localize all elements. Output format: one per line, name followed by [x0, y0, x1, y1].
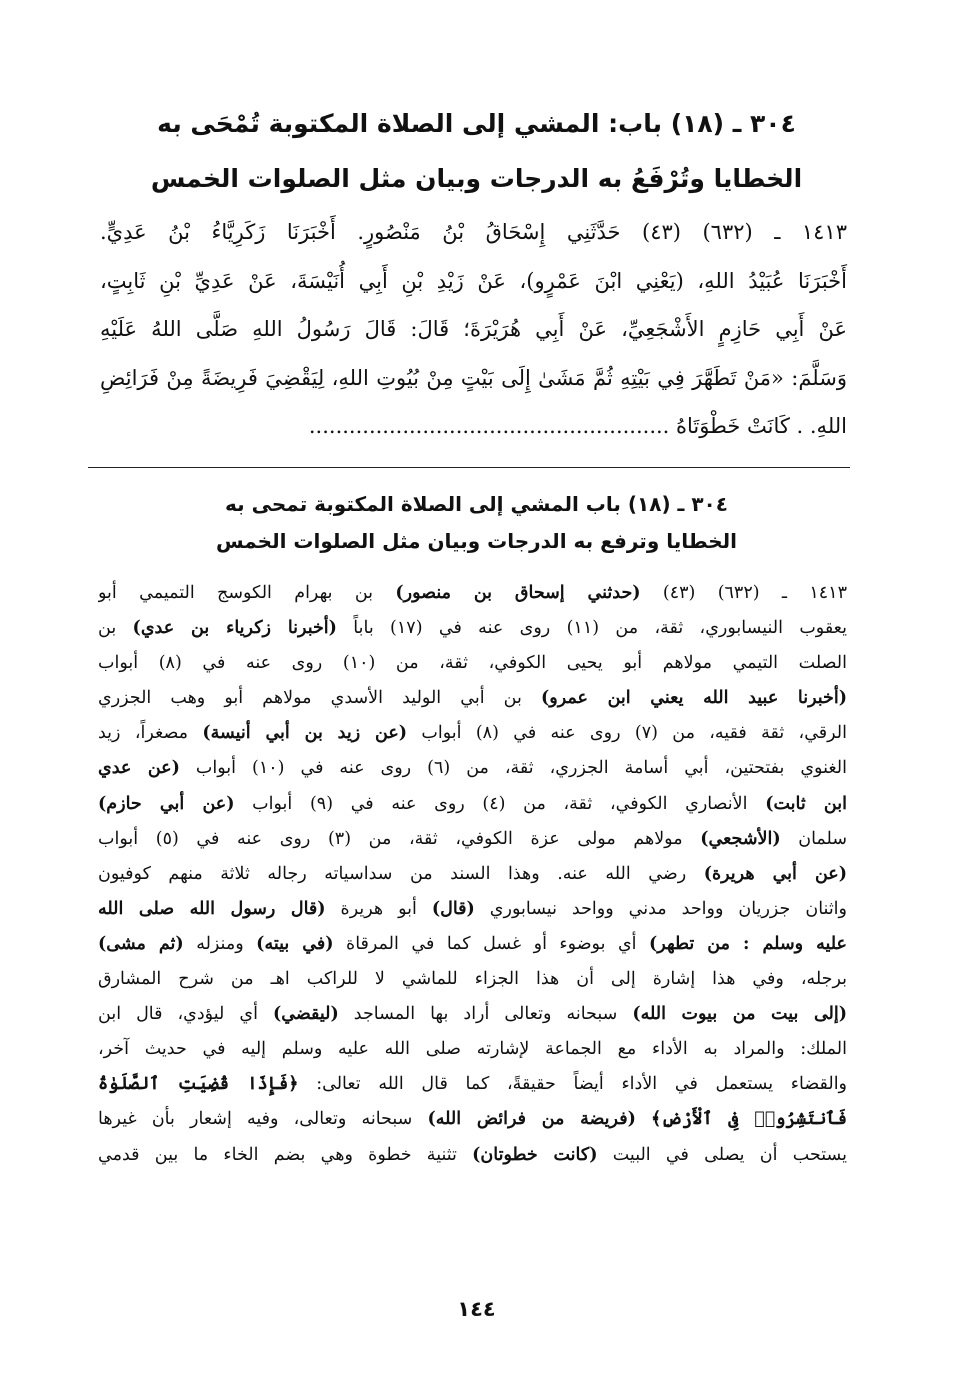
- commentary-segment: الأنصاري الكوفي، ثقة، من (٤) روى عنه في (٩) أبواب: [234, 793, 766, 814]
- bold-quote: (أخبرنا زكرياء بن عدي): [132, 618, 337, 639]
- commentary-segment: بن: [98, 618, 133, 639]
- bold-quote: (عن عدي: [98, 758, 180, 779]
- commentary-segment: رضي الله عنه. وهذا السند من سداسياته رجاله ثلاثة منهم كوفيون: [98, 863, 704, 884]
- commentary-segment: [636, 1109, 651, 1129]
- hadith-line: وَسَلَّمَ: «مَنْ تَطَهَّرَ فِي بَيْتِهِ ثُمَّ مَشَىٰ إِلَى بَيْتٍ مِنْ بُيُوتِ اللهِ، لِيَقْضِيَ فَرِيضَةً مِنْ فَرَائِضِ: [100, 365, 847, 390]
- commentary-line: [98, 716, 847, 751]
- hadith-line: اللهِ. . كَانَتْ خَطْوَتَاهُ ......................................................: [308, 414, 847, 438]
- commentary-line: [98, 927, 847, 962]
- commentary-text: [98, 576, 847, 1173]
- chapter-title-line: ٣٠٤ ـ (١٨) باب المشي إلى الصلاة المكتوبة تمحى به: [225, 492, 728, 516]
- commentary-line: [98, 997, 847, 1032]
- hadith-line: ١٤١٣ ـ (٦٣٢) (٤٣) حَدَّثَنِي إِسْحَاقُ بْنُ مَنْصُورٍ. أَخْبَرَنَا زَكَرِيَّاءُ بْنُ عَدِيٍّ.: [100, 220, 847, 244]
- commentary-segment: سبحانه وتعالى أراد بها المساجد: [338, 1004, 633, 1025]
- bold-quote: (قال): [431, 898, 475, 919]
- commentary-segment: بن أبي الوليد الأسدي مولاهم أبو وهب الجزري: [98, 688, 541, 709]
- bold-quote: (فريضة من فرائض الله): [427, 1109, 636, 1130]
- bold-quote: (الأشجعي): [700, 828, 781, 849]
- chapter-title-line: الخطايا وتُرْفَعُ به الدرجات وبيان مثل الصلوات الخمس: [150, 164, 803, 193]
- commentary-segment: يستحب أن يصلى في البيت: [597, 1144, 847, 1165]
- bold-quote: (عن أبي حازم): [98, 793, 235, 814]
- commentary-segment: برجله، وفي هذا إشارة إلى أن هذا الجزاء للماشي لا للراكب اهـ من شرح المشارق: [98, 969, 847, 990]
- commentary-line: [98, 1067, 847, 1102]
- commentary-segment: الرقي، ثقة فقيه، من (٧) روى عنه في (٨) أبواب: [407, 723, 847, 744]
- bold-quote: (حدثني إسحاق بن منصور): [395, 583, 641, 603]
- hadith-line: عَنْ أَبِي حَازِمٍ الأَشْجَعِيِّ، عَنْ أَبِي هُرَيْرَةَ؛ قَالَ: قَالَ رَسُولُ اللهِ صَلَّى اللهُ عَلَيْهِ: [100, 317, 847, 341]
- bold-quote: (قال رسول الله صلى الله: [98, 898, 326, 919]
- bold-quote: (عن أبي هريرة): [703, 863, 847, 884]
- commentary-segment: الغنوي بفتحتين، أبي أسامة الجزري، ثقة، من (٦) روى عنه في (١٠) أبواب: [179, 758, 847, 779]
- bold-quote: عليه وسلم : من تطهر): [649, 933, 847, 954]
- bold-quote: (إلى بيت من بيوت الله): [632, 1004, 847, 1025]
- chapter-title-line: الخطايا وترفع به الدرجات وبيان مثل الصلوات الخمس: [215, 529, 738, 553]
- commentary-line: [98, 1032, 847, 1067]
- commentary-line: [98, 822, 847, 857]
- bold-quote: فَٱنتَشِرُوا۟ فِى ٱلْأَرْضِ﴾: [651, 1109, 847, 1130]
- commentary-line: [98, 681, 847, 716]
- page-number: ١٤٤: [457, 1297, 496, 1321]
- commentary-segment: أي ليؤدي، قال ابن: [98, 1004, 273, 1025]
- commentary-line: [98, 857, 847, 892]
- commentary-line: [98, 646, 847, 681]
- commentary-segment: الصلت التيمي مولاهم أبو يحيى الكوفي، ثقة، من (١٠) روى عنه في (٨) أبواب: [98, 653, 847, 674]
- chapter-title-line: ٣٠٤ ـ (١٨) باب: المشي إلى الصلاة المكتوبة تُمْحَى به: [157, 109, 796, 138]
- commentary-segment: والقضاء يستعمل في الأداء أيضاً حقيقةً، كما قال الله تعالى:: [298, 1074, 847, 1095]
- hadith-text: [100, 208, 847, 451]
- bold-quote: (في بيته): [256, 933, 334, 954]
- commentary-segment: مولاهم مولى عزة الكوفي، ثقة، من (٣) روى عنه في (٥) أبواب: [98, 828, 701, 849]
- commentary-segment: واثنان جزريان وواحد مدني وواحد نيسابوري: [474, 898, 847, 919]
- commentary-line: [98, 962, 847, 997]
- commentary-segment: ١٤١٣ ـ (٦٣٢) (٤٣): [640, 583, 847, 603]
- bold-quote: (ثم مشى): [98, 933, 184, 954]
- commentary-segment: مصغراً، زيد: [98, 723, 203, 744]
- commentary-line: [98, 892, 847, 927]
- chapter-title-bottom: [0, 486, 953, 560]
- commentary-line: [98, 1138, 847, 1173]
- bold-quote: (أخبرنا عبيد الله يعني ابن عمرو): [540, 688, 847, 709]
- commentary-line: [98, 576, 847, 611]
- commentary-segment: أي بوضوء أو غسل كما في المرقاة: [333, 933, 650, 954]
- hadith-line: أَخْبَرَنَا عُبَيْدُ اللهِ، (يَعْنِي ابْنَ عَمْرٍو)، عَنْ زَيْدِ بْنِ أَبِي أُنَيْسَةَ، عَنْ عَدِيِّ بْنِ ثَابِتٍ،: [100, 268, 847, 293]
- commentary-segment: بن بهرام الكوسج التميمي أبو: [98, 583, 396, 603]
- commentary-segment: سبحانه وتعالى، وفيه إشعار بأن غيرها: [98, 1109, 428, 1130]
- commentary-line: [98, 611, 847, 646]
- commentary-segment: الملك: والمراد به الأداء مع الجماعة لإشارته صلى الله عليه وسلم إليه في حديث آخر،: [98, 1039, 847, 1060]
- commentary-segment: سلمان: [780, 828, 847, 849]
- commentary-line: [98, 787, 847, 822]
- bold-quote: ﴿فَإِذَا قُضِيَتِ ٱلصَّلَوٰةُ: [98, 1074, 299, 1095]
- commentary-line: [98, 1102, 847, 1137]
- bold-quote: ابن ثابت): [765, 793, 847, 814]
- commentary-segment: ومنزله: [183, 933, 257, 954]
- commentary-segment: يعقوب النيسابوري، ثقة، من (١١) روى عنه في (١٧) باباً: [336, 618, 847, 639]
- section-divider: [88, 467, 850, 468]
- bold-quote: (عن زيد بن أبي أنيسة): [202, 723, 408, 744]
- chapter-title-top: [0, 96, 953, 206]
- commentary-line: [98, 751, 847, 786]
- commentary-segment: تثنية خطوة وهي بضم الخاء ما بين قدمي: [98, 1144, 473, 1165]
- bold-quote: (كانت خطوتان): [472, 1144, 598, 1165]
- commentary-segment: أبو هريرة: [325, 898, 432, 919]
- bold-quote: (ليقضي): [272, 1004, 339, 1025]
